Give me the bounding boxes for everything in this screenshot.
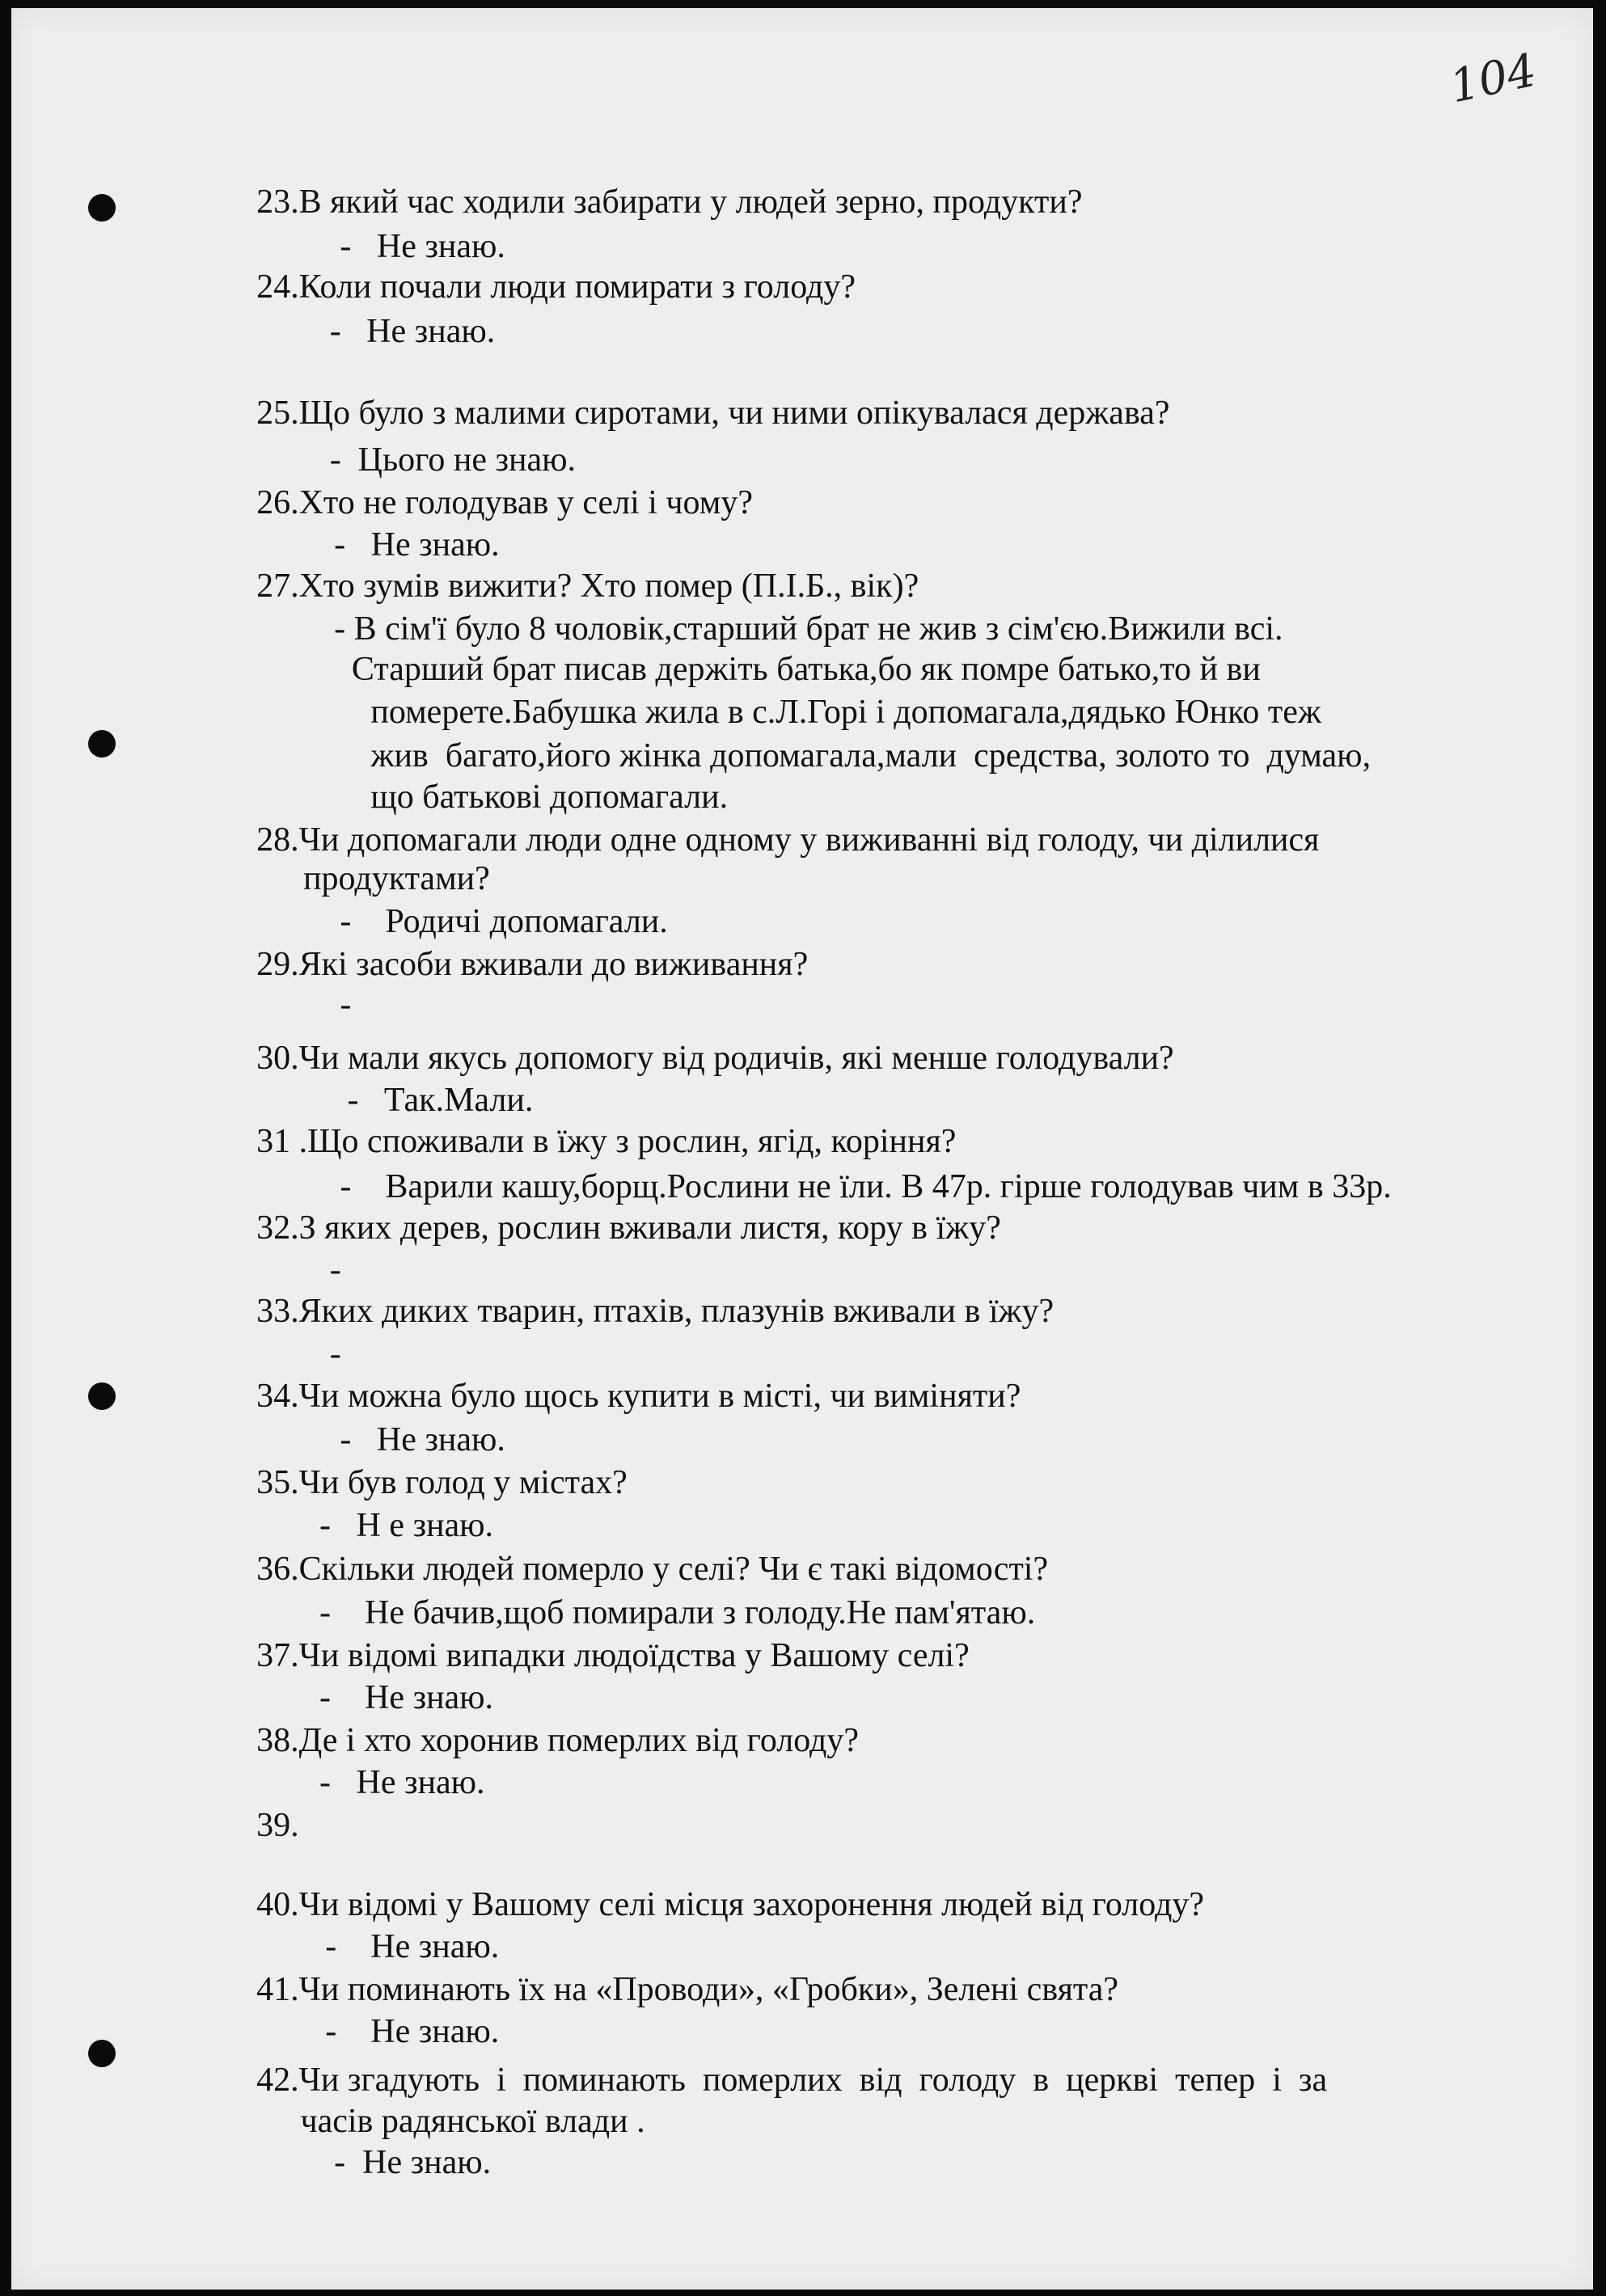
question-line: 38.Де і хто хоронив померлих від голоду? [256, 1721, 860, 1759]
question-line: 39. [256, 1807, 299, 1844]
punch-hole [88, 1382, 116, 1410]
answer-line: - Не знаю. [334, 2143, 492, 2181]
question-line: 28.Чи допомагали люди одне одному у виживанні від голоду, чи ділилися [256, 821, 1320, 859]
handwritten-page-number: 104 [1445, 44, 1541, 114]
answer-line: жив багато,його жінка допомагала,мали средства, золото то думаю, [370, 737, 1371, 775]
punch-hole [88, 2040, 116, 2067]
question-line: 24.Коли почали люди помирати з голоду? [256, 268, 856, 306]
answer-line: - Родичі допомагали. [340, 902, 668, 940]
question-line: 25.Що було з малими сиротами, чи ними опікувалася держава? [256, 395, 1170, 433]
answer-line: що батькові допомагали. [370, 778, 729, 816]
answer-line: - Не знаю. [325, 1928, 500, 1966]
answer-line: - Н е знаю. [319, 1506, 494, 1544]
punch-hole [88, 730, 116, 758]
answer-line: - Варили кашу,борщ.Рослини не їли. В 47р. гірше голодував чим в 33р. [340, 1167, 1392, 1205]
answer-line: - [340, 986, 352, 1024]
question-line: 34.Чи можна було щось купити в місті, чи виміняти? [256, 1378, 1021, 1416]
answer-line: - Не знаю. [340, 227, 505, 265]
answer-line: часів радянської влади . [300, 2103, 645, 2141]
answer-line: померете.Бабушка жила в с.Л.Горі і допомагала,дядько Юнко теж [370, 693, 1321, 731]
question-line: 29.Які засоби вживали до виживання? [256, 945, 809, 983]
question-line: 37.Чи відомі випадки людоїдства у Вашому селі? [256, 1636, 970, 1674]
answer-line: - Не знаю. [319, 1764, 485, 1802]
question-line: 26.Хто не голодував у селі і чому? [256, 483, 753, 521]
question-line: 23.В який час ходили забирати у людей зерно, продукти? [256, 184, 1083, 222]
answer-line: - Не знаю. [329, 312, 496, 350]
answer-line: - Цього не знаю. [329, 441, 577, 479]
punch-hole [88, 194, 116, 222]
document-page [11, 8, 1593, 2290]
answer-line: продуктами? [303, 860, 490, 898]
answer-line: Старший брат писав держіть батька,бо як помре батько,то й ви [351, 651, 1261, 689]
question-line: 31 .Що споживали в їжу з рослин, ягід, коріння? [256, 1122, 957, 1160]
question-line: 35.Чи був голод у містах? [256, 1463, 628, 1501]
question-line: 36.Скільки людей померло у селі? Чи є такі відомості? [256, 1550, 1049, 1588]
question-line: 27.Хто зумів вижити? Хто помер (П.І.Б., вік)? [256, 568, 919, 606]
question-line: 32.З яких дерев, рослин вживали листя, кору в їжу? [256, 1209, 1001, 1247]
question-line: 41.Чи поминають їх на «Проводи», «Гробки», Зелені свята? [256, 1970, 1119, 2008]
answer-line: - Не знаю. [319, 1679, 494, 1717]
question-line: 42.Чи згадують і поминають померлих від голоду в церкві тепер і за [256, 2062, 1328, 2100]
answer-line: - Не знаю. [325, 2013, 500, 2051]
answer-line: - Не знаю. [340, 1421, 505, 1459]
question-line: 30.Чи мали якусь допомогу від родичів, які менше голодували? [256, 1039, 1174, 1077]
answer-line: - Так.Мали. [347, 1082, 534, 1120]
answer-line: - Не бачив,щоб помирали з голоду.Не пам'ятаю. [319, 1594, 1036, 1632]
question-line: 40.Чи відомі у Вашому селі місця захоронення людей від голоду? [256, 1885, 1205, 1923]
answer-line: - [329, 1251, 341, 1289]
answer-line: - [329, 1335, 341, 1373]
answer-line: - Не знаю. [334, 526, 500, 564]
answer-line: - В сім'ї було 8 чоловік,старший брат не жив з сім'єю.Вижили всі. [334, 610, 1283, 648]
question-line: 33.Яких диких тварин, птахів, плазунів вживали в їжу? [256, 1292, 1054, 1330]
